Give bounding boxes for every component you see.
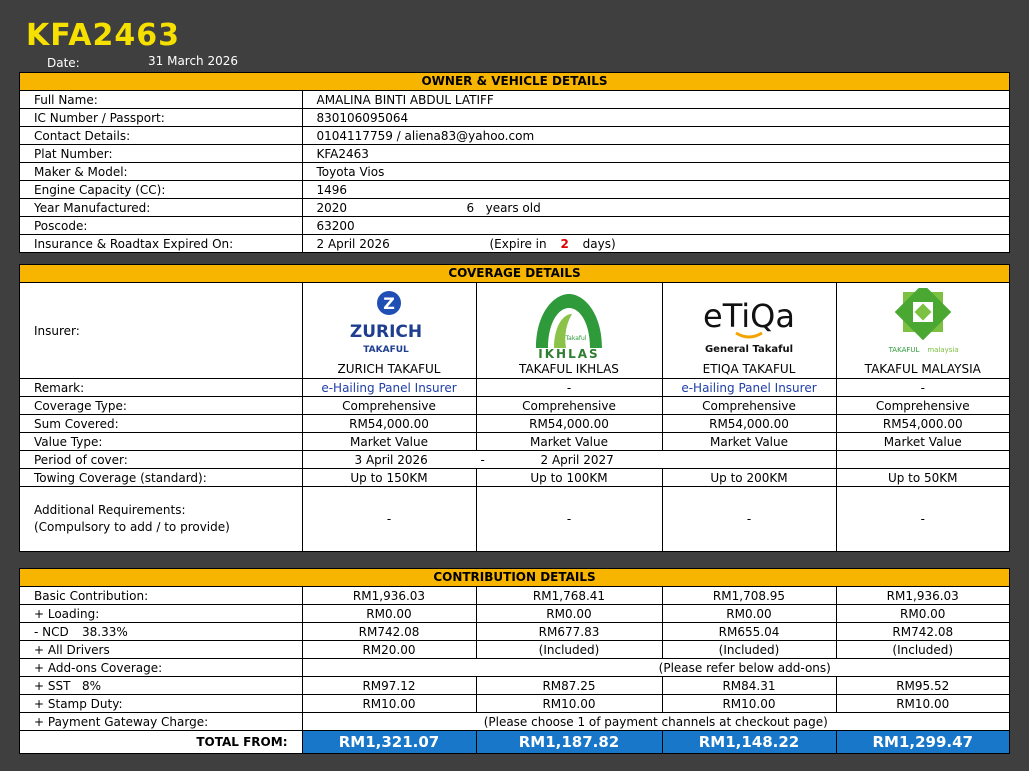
towing-value: Up to 200KM (662, 469, 836, 487)
plate-number-title: KFA2463 (26, 18, 181, 53)
basic-value: RM1,936.03 (302, 587, 476, 605)
basic-value: RM1,936.03 (836, 587, 1009, 605)
insurer-name: TAKAFUL MALAYSIA (864, 362, 981, 376)
table-row (20, 163, 1009, 181)
additional-label-line2: (Compulsory to add / to provide) (34, 520, 230, 534)
sum-covered-value: RM54,000.00 (836, 415, 1009, 433)
table-row (20, 199, 1009, 217)
expiry-cell (302, 235, 1009, 253)
total-row (20, 731, 1009, 754)
total-label: TOTAL FROM: (20, 731, 302, 754)
addons-value: (Please refer below add-ons) (302, 659, 1009, 677)
stamp-value: RM10.00 (836, 695, 1009, 713)
coverage-table (20, 283, 1009, 551)
coverage-type-value: Comprehensive (836, 397, 1009, 415)
sst-value: RM95.52 (836, 677, 1009, 695)
insurer-takaful-malaysia (836, 283, 1009, 379)
insurer-name: ETIQA TAKAFUL (702, 362, 796, 376)
ikhlas-logo (477, 286, 662, 361)
svg-text:malaysia: malaysia (927, 345, 959, 354)
ncd-value: RM677.83 (476, 623, 662, 641)
table-row (20, 283, 1009, 379)
table-row (20, 695, 1009, 713)
vehicle-age: 6 (466, 200, 475, 215)
takaful-malaysia-logo (837, 286, 1010, 361)
additional-value: - (662, 487, 836, 552)
table-row (20, 379, 1009, 397)
svg-text:Takaful: Takaful (565, 334, 587, 342)
ncd-percent: 38.33% (82, 624, 128, 639)
table-row (20, 605, 1009, 623)
table-row (20, 713, 1009, 731)
table-row (20, 217, 1009, 235)
loading-value: RM0.00 (836, 605, 1009, 623)
date-value: 31 March 2026 (148, 54, 239, 68)
value-type-value: Market Value (836, 433, 1009, 451)
ic-value: 830106095064 (302, 109, 1009, 127)
date-label: Date: (47, 56, 80, 70)
loading-value: RM0.00 (302, 605, 476, 623)
insurer-ikhlas (476, 283, 662, 379)
drivers-value: RM20.00 (302, 641, 476, 659)
ncd-label: - NCD (34, 624, 69, 639)
drivers-value: (Included) (662, 641, 836, 659)
insurer-zurich (302, 283, 476, 379)
table-row (20, 587, 1009, 605)
insurer-label: Insurer: (20, 283, 302, 379)
addons-label: + Add-ons Coverage: (20, 659, 302, 677)
svg-text:General Takaful: General Takaful (704, 343, 794, 355)
engine-label: Engine Capacity (CC): (20, 181, 302, 199)
additional-label (20, 487, 302, 552)
vehicle-age-suffix: years old (485, 200, 541, 215)
remark-label: Remark: (20, 379, 302, 397)
additional-label-line1: Additional Requirements: (34, 503, 186, 517)
value-type-value: Market Value (476, 433, 662, 451)
owner-section-title: OWNER & VEHICLE DETAILS (20, 73, 1009, 91)
year-value: 2020 (316, 200, 348, 215)
value-type-value: Market Value (302, 433, 476, 451)
year-label: Year Manufactured: (20, 199, 302, 217)
drivers-value: (Included) (476, 641, 662, 659)
sum-covered-value: RM54,000.00 (662, 415, 836, 433)
poscode-label: Poscode: (20, 217, 302, 235)
table-row (20, 487, 1009, 552)
svg-text:Z: Z (383, 293, 395, 313)
zurich-logo (303, 286, 476, 361)
expiry-prefix: (Expire in (489, 236, 547, 251)
table-row (20, 469, 1009, 487)
period-from: 3 April 2026 (354, 452, 428, 467)
coverage-type-value: Comprehensive (476, 397, 662, 415)
owner-vehicle-section (19, 72, 1010, 253)
insurer-name: ZURICH TAKAFUL (337, 362, 441, 376)
full-name-value: AMALINA BINTI ABDUL LATIFF (302, 91, 1009, 109)
remark-value: e-Hailing Panel Insurer (302, 379, 476, 397)
coverage-section-title: COVERAGE DETAILS (20, 265, 1009, 283)
total-value[interactable]: RM1,187.82 (476, 731, 662, 754)
ncd-value: RM742.08 (836, 623, 1009, 641)
sst-value: RM87.25 (476, 677, 662, 695)
value-type-value: Market Value (662, 433, 836, 451)
period-label: Period of cover: (20, 451, 302, 469)
svg-text:TAKAFUL: TAKAFUL (888, 345, 920, 354)
basic-value: RM1,768.41 (476, 587, 662, 605)
table-row (20, 415, 1009, 433)
etiqa-logo (663, 286, 836, 361)
period-empty (836, 451, 1009, 469)
contribution-table (20, 587, 1009, 753)
table-row (20, 109, 1009, 127)
value-type-label: Value Type: (20, 433, 302, 451)
additional-value: - (476, 487, 662, 552)
contribution-section-title: CONTRIBUTION DETAILS (20, 569, 1009, 587)
sst-value: RM84.31 (662, 677, 836, 695)
table-row (20, 433, 1009, 451)
sum-covered-value: RM54,000.00 (476, 415, 662, 433)
drivers-label: + All Drivers (20, 641, 302, 659)
sum-covered-value: RM54,000.00 (302, 415, 476, 433)
coverage-section (19, 264, 1010, 552)
ncd-value: RM742.08 (302, 623, 476, 641)
basic-label: Basic Contribution: (20, 587, 302, 605)
table-row (20, 91, 1009, 109)
table-row (20, 181, 1009, 199)
table-row (20, 145, 1009, 163)
table-row (20, 641, 1009, 659)
table-row (20, 235, 1009, 253)
loading-value: RM0.00 (662, 605, 836, 623)
remark-value: e-Hailing Panel Insurer (662, 379, 836, 397)
ic-label: IC Number / Passport: (20, 109, 302, 127)
svg-text:eTiQa: eTiQa (703, 296, 795, 335)
period-to: 2 April 2027 (540, 452, 614, 467)
stamp-value: RM10.00 (302, 695, 476, 713)
svg-text:TAKAFUL: TAKAFUL (363, 344, 409, 355)
ncd-label-cell (20, 623, 302, 641)
svg-text:IKHLAS: IKHLAS (538, 346, 600, 360)
remark-value: - (836, 379, 1009, 397)
total-value[interactable]: RM1,321.07 (302, 731, 476, 754)
remark-value: - (476, 379, 662, 397)
loading-value: RM0.00 (476, 605, 662, 623)
sst-label: + SST (34, 678, 71, 693)
plat-value: KFA2463 (302, 145, 1009, 163)
gateway-label: + Payment Gateway Charge: (20, 713, 302, 731)
owner-table (20, 91, 1009, 252)
coverage-type-value: Comprehensive (662, 397, 836, 415)
table-row (20, 127, 1009, 145)
table-row (20, 397, 1009, 415)
coverage-type-value: Comprehensive (302, 397, 476, 415)
expiry-days: 2 (560, 236, 569, 251)
coverage-type-label: Coverage Type: (20, 397, 302, 415)
plat-label: Plat Number: (20, 145, 302, 163)
loading-label: + Loading: (20, 605, 302, 623)
sst-value: RM97.12 (302, 677, 476, 695)
gateway-value: (Please choose 1 of payment channels at checkout page) (302, 713, 1009, 731)
poscode-value: 63200 (302, 217, 1009, 235)
table-row (20, 451, 1009, 469)
drivers-value: (Included) (836, 641, 1009, 659)
year-cell (302, 199, 1009, 217)
total-value[interactable]: RM1,299.47 (836, 731, 1009, 754)
maker-value: Toyota Vios (302, 163, 1009, 181)
maker-label: Maker & Model: (20, 163, 302, 181)
expiry-label: Insurance & Roadtax Expired On: (20, 235, 302, 253)
table-row (20, 659, 1009, 677)
stamp-value: RM10.00 (662, 695, 836, 713)
sum-covered-label: Sum Covered: (20, 415, 302, 433)
contact-value: 0104117759 / aliena83@yahoo.com (302, 127, 1009, 145)
table-row (20, 677, 1009, 695)
svg-text:ZURICH: ZURICH (349, 321, 423, 342)
towing-value: Up to 150KM (302, 469, 476, 487)
contact-label: Contact Details: (20, 127, 302, 145)
period-dash: - (480, 452, 485, 467)
towing-value: Up to 50KM (836, 469, 1009, 487)
insurer-etiqa (662, 283, 836, 379)
full-name-label: Full Name: (20, 91, 302, 109)
period-value (302, 451, 836, 469)
ncd-value: RM655.04 (662, 623, 836, 641)
contribution-section (19, 568, 1010, 754)
sst-percent: 8% (82, 678, 102, 693)
total-value[interactable]: RM1,148.22 (662, 731, 836, 754)
towing-label: Towing Coverage (standard): (20, 469, 302, 487)
stamp-label: + Stamp Duty: (20, 695, 302, 713)
expiry-suffix: days) (582, 236, 616, 251)
stamp-value: RM10.00 (476, 695, 662, 713)
additional-value: - (302, 487, 476, 552)
insurer-name: TAKAFUL IKHLAS (519, 362, 619, 376)
towing-value: Up to 100KM (476, 469, 662, 487)
engine-value: 1496 (302, 181, 1009, 199)
sst-label-cell (20, 677, 302, 695)
basic-value: RM1,708.95 (662, 587, 836, 605)
expiry-value: 2 April 2026 (316, 236, 390, 251)
table-row (20, 623, 1009, 641)
additional-value: - (836, 487, 1009, 552)
